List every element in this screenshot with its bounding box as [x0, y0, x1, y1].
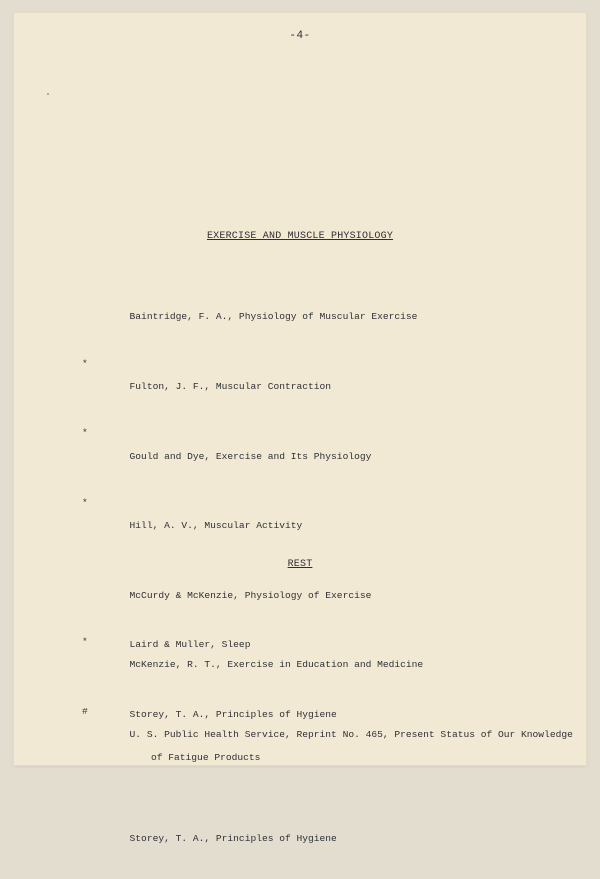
list-item: [82, 427, 573, 473]
rest-reference-list: [82, 593, 337, 755]
list-item: [82, 686, 337, 732]
exercise-reference-list: [82, 265, 573, 879]
entry-marker: *: [82, 636, 88, 647]
section-heading-rest: REST: [287, 559, 313, 570]
entry-text: Fulton, J. F., Muscular Contraction: [129, 380, 332, 392]
entry-text: Storey, T. A., Principles of Hygiene: [129, 708, 337, 720]
page-number: -4-: [289, 30, 311, 42]
entry-marker: *: [82, 357, 88, 369]
entry-text: Laird & Muller, Sleep: [129, 639, 251, 651]
list-item: [82, 616, 337, 662]
entry-marker: #: [82, 705, 88, 717]
entry-text: Hill, A. V., Muscular Activity: [129, 520, 303, 532]
entry-continuation: of Fatigue Products: [151, 751, 261, 763]
list-item: [82, 810, 573, 856]
document-page: [14, 13, 586, 845]
entry-text: Gould and Dye, Exercise and Its Physiology: [129, 450, 372, 462]
entry-text: McCurdy & McKenzie, Physiology of Exercise: [129, 589, 372, 601]
entry-text: Baintridge, F. A., Physiology of Muscular Exercise: [129, 311, 418, 323]
entry-text: U. S. Public Health Service, Reprint No. 465, Present Status of Our Knowledge: [129, 728, 573, 740]
entry-text: McKenzie, R. T., Exercise in Education and Medicine: [129, 659, 424, 671]
paper-speck: [47, 93, 49, 95]
section-heading-exercise: EXERCISE AND MUSCLE PHYSIOLOGY: [206, 231, 394, 242]
list-item: [82, 358, 573, 404]
entry-text: Storey, T. A., Principles of Hygiene: [129, 833, 337, 845]
list-item: [82, 497, 573, 543]
entry-marker: *: [82, 496, 88, 508]
entry-marker: *: [82, 427, 88, 439]
list-item: [82, 288, 573, 334]
